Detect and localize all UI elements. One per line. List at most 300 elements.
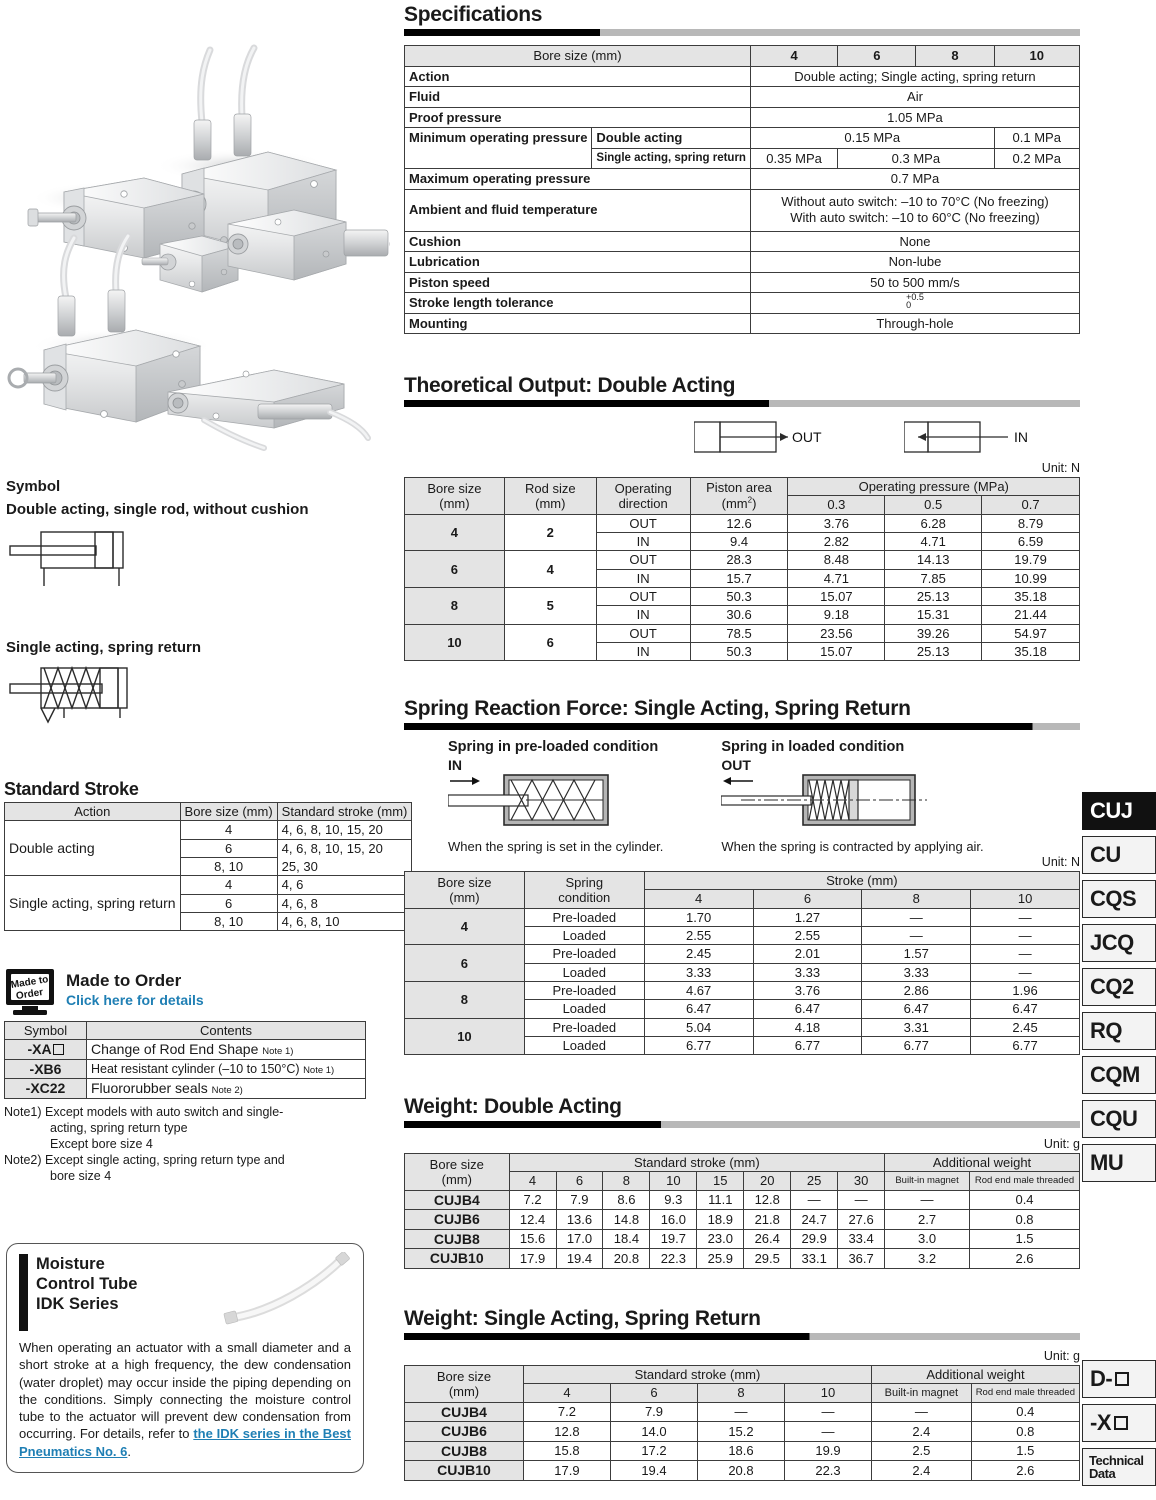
bore-size-cell: 4 [405, 908, 525, 945]
series-tab-cu[interactable]: CU [1082, 836, 1156, 874]
spec-value-cushion: None [750, 231, 1079, 252]
value-cell: 12.4 [509, 1210, 556, 1230]
value-cell: 3.33 [753, 963, 862, 981]
standard-stroke-section [4, 779, 408, 931]
col-pressure-07: 0.7 [982, 496, 1080, 514]
symbol-section [4, 478, 392, 737]
col-stroke-15: 15 [697, 1172, 744, 1190]
col-stroke-20: 20 [744, 1172, 791, 1190]
p05-cell: 15.31 [885, 606, 982, 624]
table-row [5, 1040, 366, 1060]
table-row [405, 313, 1080, 334]
col-bore-l2: (mm) [439, 495, 470, 511]
value-cell: 16.0 [650, 1210, 697, 1230]
spec-label-action: Action [405, 66, 751, 87]
series-tab-cq2[interactable]: CQ2 [1082, 968, 1156, 1006]
series-tab-cqm[interactable]: CQM [1082, 1056, 1156, 1094]
condition-cell: Pre-loaded [524, 1018, 644, 1036]
col-area-l2: $(mm^2)$ [721, 495, 757, 512]
symbol-cell: -XC22 [5, 1079, 87, 1099]
value-cell: 6.47 [971, 1000, 1080, 1018]
col-pressure-05: 0.5 [885, 496, 982, 514]
direction-cell: IN [596, 533, 690, 551]
col-rod-l2: (mm) [535, 495, 566, 511]
col-bore-l2: (mm) [441, 1171, 472, 1187]
value-cell: 4.67 [644, 982, 753, 1000]
condition-cell: Pre-loaded [524, 908, 644, 926]
col-rod-size [504, 478, 596, 515]
col-bore: Bore size (mm) [180, 802, 277, 820]
action-double-acting: Double acting [5, 821, 181, 876]
contents-cell [87, 1059, 366, 1079]
value-cell: 6.47 [644, 1000, 753, 1018]
magnet-cell: 2.4 [872, 1422, 972, 1442]
idk-series-link[interactable]: the IDK series in the Best Pneumatics No. 6 [19, 1426, 351, 1459]
value-cell: 14.0 [610, 1422, 697, 1442]
value-cell: 36.7 [838, 1249, 885, 1269]
bore-size-cell: 8 [405, 982, 525, 1019]
table-row [405, 1441, 1080, 1461]
unit-label-gram: Unit: g [1043, 1137, 1080, 1152]
note-ref: Note 1) [262, 1046, 294, 1058]
col-dir-l1: Operating [614, 480, 672, 496]
bore-value: 4 [180, 821, 277, 839]
p07-cell: 54.97 [982, 624, 1080, 642]
moisture-body [19, 1339, 351, 1460]
direction-cell: IN [596, 606, 690, 624]
pre-loaded-title: Spring in pre-loaded condition [448, 739, 659, 756]
temp-line-2: With auto switch: –10 to 60°C (No freezing) [790, 210, 1040, 226]
made-to-order-table [4, 1021, 366, 1099]
made-to-order-tab-label: -X [1090, 1410, 1111, 1435]
col-stroke-6: 6 [556, 1172, 603, 1190]
main-column [404, 0, 1080, 1500]
value-cell: 3.76 [753, 982, 862, 1000]
value-cell: 6.77 [644, 1037, 753, 1055]
model-cell: CUJB10 [405, 1249, 510, 1269]
table-row [405, 551, 1080, 569]
table-row [405, 588, 1080, 606]
note-1-label: Note1) [4, 1104, 42, 1119]
bore-value: 6 [180, 839, 277, 857]
value-cell: — [697, 1402, 784, 1422]
note-1-line-3: Except bore size 4 [50, 1136, 153, 1151]
value-cell: 12.8 [744, 1190, 791, 1210]
col-cond-l1: Spring [565, 874, 604, 890]
p07-cell: 8.79 [982, 514, 1080, 532]
series-tab-jcq[interactable]: JCQ [1082, 924, 1156, 962]
auto-switch-tab[interactable] [1082, 1360, 1156, 1398]
spec-value-temperature [750, 189, 1079, 231]
bore-size-8: 8 [916, 46, 994, 67]
bottom-tabs-group [1082, 1360, 1156, 1492]
accent-bar [19, 1254, 28, 1331]
weight-single-table [404, 1365, 1080, 1481]
spec-label-piston-speed: Piston speed [405, 272, 751, 293]
p05-cell: 6.28 [885, 514, 982, 532]
col-bore-l1: Bore size [427, 480, 482, 496]
value-cell: 33.4 [838, 1229, 885, 1249]
series-tab-mu[interactable]: MU [1082, 1144, 1156, 1182]
value-cell: 27.6 [838, 1210, 885, 1230]
value-cell: 1.96 [971, 982, 1080, 1000]
table-header-row [405, 872, 1080, 890]
col-stroke-6: 6 [610, 1384, 697, 1402]
stroke-value: 4, 6 [277, 876, 412, 894]
col-stroke: Standard stroke (mm) [277, 802, 412, 820]
col-stroke-4: 4 [509, 1172, 556, 1190]
col-additional-weight: Additional weight [885, 1154, 1080, 1172]
model-cell: CUJB8 [405, 1229, 510, 1249]
spec-label-cushion: Cushion [405, 231, 751, 252]
spec-value-fluid: Air [750, 87, 1079, 108]
col-operating-pressure: Operating pressure (MPa) [788, 478, 1080, 496]
value-cell: 6.77 [753, 1037, 862, 1055]
spec-label-lubrication: Lubrication [405, 252, 751, 273]
table-header-row [405, 46, 1080, 67]
contents-text: Change of Rod End Shape [91, 1041, 259, 1058]
spec-value-max-operating-pressure: 0.7 MPa [750, 169, 1079, 190]
square-placeholder-icon [1115, 1372, 1129, 1386]
specifications-heading: Specifications [404, 3, 543, 26]
spring-reaction-heading: Spring Reaction Force: Single Acting, Spring Return [404, 697, 911, 720]
col-pressure-03: 0.3 [788, 496, 885, 514]
stroke-value: 4, 6, 8 [277, 894, 412, 912]
value-cell: 3.33 [862, 963, 971, 981]
col-stroke-4: 4 [644, 890, 753, 908]
symbol-cell [5, 1040, 87, 1060]
spec-value-da-01: 0.1 MPa [994, 128, 1079, 149]
value-cell: 5.04 [644, 1018, 753, 1036]
p07-cell: 35.18 [982, 588, 1080, 606]
value-cell: 18.9 [697, 1210, 744, 1230]
rod-cell: 0.4 [971, 1402, 1079, 1422]
table-row [405, 87, 1080, 108]
area-cell: 30.6 [690, 606, 788, 624]
moisture-title-line-1: Moisture [36, 1255, 105, 1273]
direction-cell: OUT [596, 588, 690, 606]
series-tab-rq[interactable]: RQ [1082, 1012, 1156, 1050]
value-cell: 15.8 [523, 1441, 610, 1461]
p03-cell: 4.71 [788, 569, 885, 587]
table-row [405, 128, 1080, 149]
col-additional-weight: Additional weight [872, 1366, 1080, 1384]
value-cell: 4.18 [753, 1018, 862, 1036]
col-standard-stroke: Standard stroke (mm) [523, 1366, 871, 1384]
symbol-double-acting-figure [8, 522, 392, 599]
area-cell: 78.5 [690, 624, 788, 642]
col-bore-l1: Bore size [437, 874, 492, 890]
value-cell: 17.9 [523, 1461, 610, 1481]
symbol-single-acting-label: Single acting, spring return [6, 639, 202, 656]
direction-cell: IN [596, 643, 690, 661]
p07-cell: 6.59 [982, 533, 1080, 551]
area-cell: 9.4 [690, 533, 788, 551]
col-stroke-6: 6 [753, 890, 862, 908]
svg-text:IN: IN [1014, 429, 1028, 446]
spec-value-sa-03: 0.3 MPa [838, 148, 994, 169]
table-row [5, 821, 412, 839]
col-standard-stroke: Standard stroke (mm) [509, 1154, 885, 1172]
stroke-value: 4, 6, 8, 10, 15, 20 [277, 821, 412, 839]
col-stroke-4: 4 [523, 1384, 610, 1402]
area-cell: 50.3 [690, 588, 788, 606]
value-cell: 12.8 [523, 1422, 610, 1442]
rod-size-cell: 5 [504, 588, 596, 625]
spec-label-proof-pressure: Proof pressure [405, 107, 751, 128]
svg-text:Order: Order [15, 986, 44, 1003]
condition-cell: Loaded [524, 1000, 644, 1018]
magnet-cell: 2.5 [872, 1441, 972, 1461]
specifications-table [404, 45, 1080, 334]
model-cell: CUJB10 [405, 1461, 524, 1481]
direction-cell: IN [596, 569, 690, 587]
value-cell: — [971, 908, 1080, 926]
value-cell: 7.2 [509, 1190, 556, 1210]
col-bore-l1: Bore size [436, 1368, 492, 1384]
bore-value: 6 [180, 894, 277, 912]
magnet-cell: 2.7 [885, 1210, 970, 1230]
col-bore-l2: (mm) [448, 1383, 480, 1399]
min-pressure-text-1: Minimum operating pressure [409, 130, 588, 146]
note-ref: Note 1) [303, 1064, 335, 1076]
col-action: Action [5, 802, 181, 820]
spec-value-lubrication: Non-lube [750, 252, 1079, 273]
value-cell: 17.9 [509, 1249, 556, 1269]
tolerance-lower: 0 [906, 299, 912, 310]
value-cell: 19.4 [556, 1249, 603, 1269]
monitor-icon [4, 968, 56, 1016]
bore-size-cell: 10 [405, 624, 505, 661]
loaded-figure-block [721, 739, 983, 854]
table-row [405, 189, 1080, 231]
technical-data-line-2: Data [1089, 1466, 1116, 1481]
rod-cell: 0.4 [970, 1190, 1080, 1210]
square-placeholder-icon [53, 1044, 64, 1055]
value-cell: 21.8 [744, 1210, 791, 1230]
value-cell: — [838, 1190, 885, 1210]
area-cell: 15.7 [690, 569, 788, 587]
table-row [405, 1249, 1080, 1269]
bore-size-cell: 6 [405, 551, 505, 588]
value-cell: 22.3 [650, 1249, 697, 1269]
series-tab-cqu[interactable]: CQU [1082, 1100, 1156, 1138]
rod-cell: 1.5 [970, 1229, 1080, 1249]
value-cell: — [785, 1422, 872, 1442]
table-row [405, 1210, 1080, 1230]
magnet-cell: 3.0 [885, 1229, 970, 1249]
table-row [405, 1229, 1080, 1249]
note-2-label: Note2) [4, 1152, 42, 1167]
table-header-row [5, 1022, 366, 1040]
contents-cell [87, 1079, 366, 1099]
col-spring-condition [524, 872, 644, 909]
value-cell: 6.47 [862, 1000, 971, 1018]
value-cell: 3.33 [644, 963, 753, 981]
out-in-figure [404, 416, 1080, 458]
col-rod-end-threaded: Rod end male threaded [970, 1172, 1080, 1190]
contents-cell [87, 1040, 366, 1060]
value-cell: 26.4 [744, 1229, 791, 1249]
series-tab-cuj[interactable]: CUJ [1082, 792, 1156, 830]
table-row [405, 169, 1080, 190]
value-cell: 19.9 [785, 1441, 872, 1461]
value-cell: 1.70 [644, 908, 753, 926]
table-row [405, 1402, 1080, 1422]
note-2 [4, 1152, 366, 1184]
theoretical-output-table [404, 477, 1080, 661]
model-cell: CUJB6 [405, 1422, 524, 1442]
p07-cell: 35.18 [982, 643, 1080, 661]
value-cell: 1.57 [862, 945, 971, 963]
rod-cell: 1.5 [971, 1441, 1079, 1461]
value-cell: 6.47 [753, 1000, 862, 1018]
weight-single-heading: Weight: Single Acting, Spring Return [404, 1307, 761, 1330]
square-placeholder-icon [1114, 1416, 1128, 1430]
bore-size-header: Bore size (mm) [405, 46, 751, 67]
loaded-io-label: OUT [721, 757, 751, 774]
action-single-acting: Single acting, spring return [5, 876, 181, 931]
table-row [405, 514, 1080, 532]
pre-loaded-io-label: IN [448, 757, 462, 774]
made-to-order-title: Made to Order [66, 971, 182, 990]
value-cell: 17.2 [610, 1441, 697, 1461]
spec-label-temperature: Ambient and fluid temperature [405, 189, 751, 231]
rod-cell: 2.6 [971, 1461, 1079, 1481]
rod-size-cell: 2 [504, 514, 596, 551]
value-cell: 22.3 [785, 1461, 872, 1481]
value-cell: 2.45 [644, 945, 753, 963]
left-column [0, 0, 408, 1500]
contents-text: Heat resistant cylinder (–10 to 150°C) [91, 1061, 300, 1076]
p05-cell: 39.26 [885, 624, 982, 642]
value-cell: 6.77 [971, 1037, 1080, 1055]
col-symbol: Symbol [5, 1022, 87, 1040]
table-header-row [5, 802, 412, 820]
pre-loaded-diagram [448, 773, 656, 831]
table-header-row [405, 1154, 1080, 1172]
p05-cell: 25.13 [885, 643, 982, 661]
table-row [5, 1059, 366, 1079]
value-cell: 7.2 [523, 1402, 610, 1422]
made-to-order-tab[interactable] [1082, 1404, 1156, 1442]
spring-reaction-table [404, 871, 1080, 1055]
value-cell: — [791, 1190, 838, 1210]
standard-stroke-heading: Standard Stroke [4, 779, 139, 799]
table-row [405, 624, 1080, 642]
p03-cell: 9.18 [788, 606, 885, 624]
value-cell: 1.27 [753, 908, 862, 926]
spec-label-mounting: Mounting [405, 313, 751, 334]
moisture-body-text: When operating an actuator with a small diameter and a short stroke at a high frequency, the dew condensation (water droplet) may occur inside the piping depending on the conditions. Simply connecting the moisture control tube to the actuator will prevent dew condensation from occurring. For details, refer to [19, 1340, 351, 1442]
area-cell: 28.3 [690, 551, 788, 569]
col-stroke-10: 10 [971, 890, 1080, 908]
direction-cell: OUT [596, 551, 690, 569]
note-ref: Note 2) [211, 1085, 243, 1097]
spec-label-min-operating-pressure [405, 128, 592, 169]
spec-value-stroke-tolerance [750, 293, 1079, 314]
table-row [405, 252, 1080, 273]
standard-stroke-table [4, 802, 412, 931]
table-row [405, 1018, 1080, 1036]
col-cond-l2: condition [558, 889, 611, 905]
p03-cell: 23.56 [788, 624, 885, 642]
model-cell: CUJB4 [405, 1190, 510, 1210]
rod-size-cell: 4 [504, 551, 596, 588]
svg-text:OUT: OUT [792, 429, 822, 446]
symbol-double-acting-label: Double acting, single rod, without cushion [6, 501, 309, 518]
col-area-l1: Piston area [706, 480, 772, 496]
made-to-order-link[interactable]: Click here for details [66, 991, 204, 1008]
series-tab-rail [1082, 0, 1156, 1500]
magnet-cell: — [885, 1190, 970, 1210]
p07-cell: 10.99 [982, 569, 1080, 587]
loaded-title: Spring in loaded condition [721, 739, 905, 756]
bore-size-6: 6 [838, 46, 916, 67]
value-cell: — [971, 945, 1080, 963]
col-built-in-magnet: Built-in magnet [872, 1384, 972, 1402]
bore-size-10: 10 [994, 46, 1079, 67]
spec-sub-single-acting: Single acting, spring return [592, 148, 751, 169]
heading-rule [404, 400, 1080, 407]
condition-cell: Loaded [524, 1037, 644, 1055]
loaded-diagram [721, 773, 936, 831]
made-to-order-section [4, 968, 366, 1184]
col-dir-l2: direction [618, 495, 668, 511]
col-bore-size [405, 1154, 510, 1191]
bore-value: 8, 10 [180, 912, 277, 930]
loaded-caption: When the spring is contracted by applying air. [721, 839, 984, 855]
series-tab-cqs[interactable]: CQS [1082, 880, 1156, 918]
col-stroke-30: 30 [838, 1172, 885, 1190]
p03-cell: 15.07 [788, 643, 885, 661]
pre-loaded-caption: When the spring is set in the cylinder. [448, 839, 664, 855]
value-cell: 25.9 [697, 1249, 744, 1269]
table-row [405, 1422, 1080, 1442]
value-cell: 33.1 [791, 1249, 838, 1269]
table-row [5, 876, 412, 894]
value-cell: 2.01 [753, 945, 862, 963]
area-cell: 12.6 [690, 514, 788, 532]
col-bore-size [405, 478, 505, 515]
theoretical-output-section [404, 375, 1080, 661]
weight-double-table [404, 1153, 1080, 1269]
value-cell: 20.8 [603, 1249, 650, 1269]
table-row [405, 1190, 1080, 1210]
value-cell: 2.86 [862, 982, 971, 1000]
col-stroke-10: 10 [650, 1172, 697, 1190]
spec-label-stroke-tolerance: Stroke length tolerance [405, 293, 751, 314]
spec-value-sa-035: 0.35 MPa [750, 148, 837, 169]
value-cell: 23.0 [697, 1229, 744, 1249]
heading-rule [404, 723, 1080, 730]
stroke-value: 25, 30 [277, 857, 412, 875]
table-row [405, 107, 1080, 128]
unit-label-newton: Unit: N [1041, 461, 1080, 476]
condition-cell: Loaded [524, 927, 644, 945]
p07-cell: 21.44 [982, 606, 1080, 624]
col-stroke-8: 8 [862, 890, 971, 908]
technical-data-tab[interactable] [1082, 1448, 1156, 1486]
unit-label-newton: Unit: N [1041, 855, 1080, 870]
specifications-section [404, 4, 1080, 334]
symbol-heading: Symbol [6, 478, 61, 495]
table-row [405, 982, 1080, 1000]
model-cell: CUJB8 [405, 1441, 524, 1461]
table-row [405, 945, 1080, 963]
symbol-text: -XA [27, 1041, 52, 1058]
stroke-value: 4, 6, 8, 10, 15, 20 [277, 839, 412, 857]
